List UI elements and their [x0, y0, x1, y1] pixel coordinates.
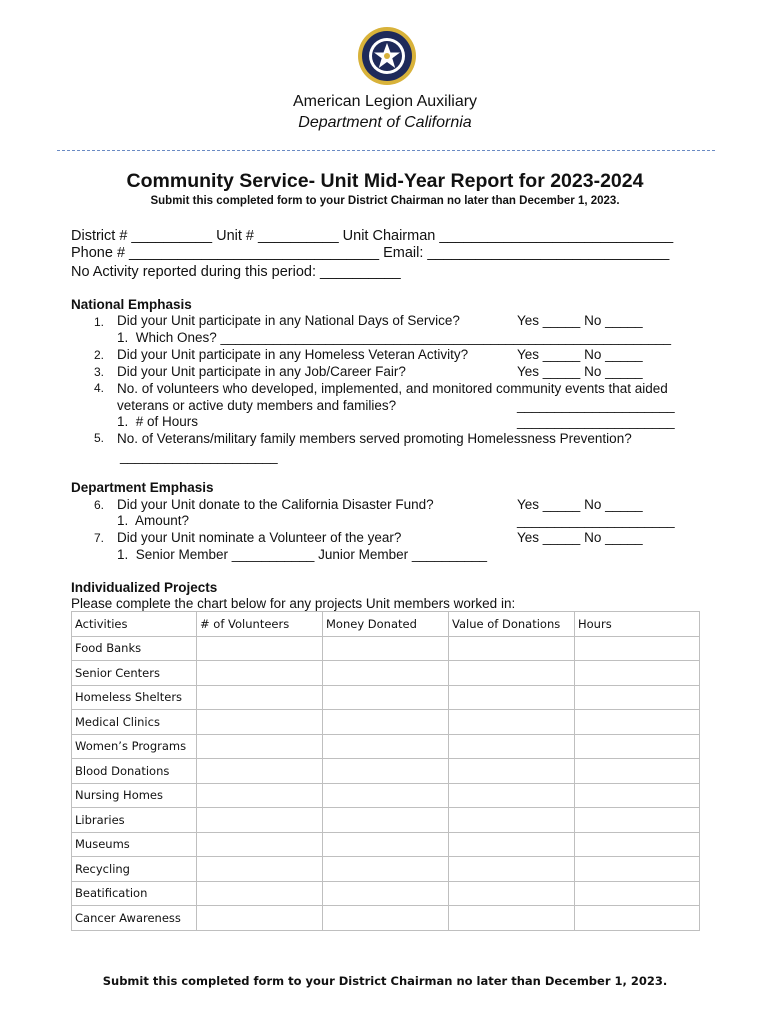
q6-amount-blank[interactable]: _____________________	[517, 513, 675, 528]
activity-label: Blood Donations	[72, 759, 197, 784]
entry-cell[interactable]	[449, 661, 575, 686]
table-row	[72, 857, 700, 882]
projects-instructions: Please complete the chart below for any projects Unit members worked in:	[71, 596, 516, 611]
entry-cell[interactable]	[575, 710, 700, 735]
entry-cell[interactable]	[197, 636, 323, 661]
activity-label: Medical Clinics	[72, 710, 197, 735]
entry-cell[interactable]	[323, 881, 449, 906]
american-legion-auxiliary-emblem-icon	[357, 26, 417, 86]
q7-yes-no[interactable]: Yes _____ No _____	[517, 530, 643, 545]
entry-cell[interactable]	[575, 783, 700, 808]
table-row	[72, 881, 700, 906]
entry-cell[interactable]	[575, 857, 700, 882]
table-row	[72, 685, 700, 710]
q3-number: 3.	[93, 365, 104, 379]
q4-text: No. of volunteers who developed, implemented, and monitored community events that aided	[117, 381, 668, 396]
organization-name: American Legion Auxiliary	[292, 93, 478, 110]
q4-blank[interactable]: _____________________	[517, 398, 675, 413]
entry-cell[interactable]	[323, 906, 449, 931]
entry-cell[interactable]	[197, 661, 323, 686]
entry-cell[interactable]	[449, 906, 575, 931]
q4-hours-label: 1. # of Hours	[117, 414, 199, 429]
table-row	[72, 759, 700, 784]
q6-amount-label: 1. Amount?	[117, 513, 190, 528]
entry-cell[interactable]	[323, 808, 449, 833]
q6-text: Did your Unit donate to the California Disaster Fund?	[117, 497, 434, 512]
entry-cell[interactable]	[575, 685, 700, 710]
footer-submission-notice: Submit this completed form to your District Chairman no later than December 1, 2023.	[102, 974, 668, 988]
phone-email-fields[interactable]: Phone # _______________________________ Email: ______________________________	[71, 245, 670, 261]
column-header: Value of Donations	[449, 612, 575, 637]
q5-text: No. of Veterans/military family members served promoting Homelessness Prevention?	[117, 431, 632, 446]
q1-which-ones[interactable]: 1. Which Ones? ____________________________________________________________	[117, 330, 672, 345]
q6-number: 6.	[93, 498, 104, 512]
entry-cell[interactable]	[197, 734, 323, 759]
entry-cell[interactable]	[197, 881, 323, 906]
q3-text: Did your Unit participate in any Job/Career Fair?	[117, 364, 406, 379]
q1-yes-no[interactable]: Yes _____ No _____	[517, 313, 643, 328]
table-row	[72, 734, 700, 759]
entry-cell[interactable]	[575, 906, 700, 931]
entry-cell[interactable]	[323, 857, 449, 882]
activity-label: Women’s Programs	[72, 734, 197, 759]
entry-cell[interactable]	[575, 832, 700, 857]
entry-cell[interactable]	[449, 685, 575, 710]
column-header: Money Donated	[323, 612, 449, 637]
q1-text: Did your Unit participate in any National Days of Service?	[117, 313, 460, 328]
entry-cell[interactable]	[449, 808, 575, 833]
q4-number: 4.	[93, 381, 104, 395]
projects-table	[71, 611, 700, 931]
entry-cell[interactable]	[575, 881, 700, 906]
table-header-row	[72, 612, 700, 637]
q1-number: 1.	[93, 315, 104, 329]
entry-cell[interactable]	[575, 759, 700, 784]
q7-number: 7.	[93, 531, 104, 545]
activity-label: Cancer Awareness	[72, 906, 197, 931]
entry-cell[interactable]	[575, 808, 700, 833]
department-name: Department of California	[298, 114, 472, 131]
table-row	[72, 832, 700, 857]
q3-yes-no[interactable]: Yes _____ No _____	[517, 364, 643, 379]
q7-text: Did your Unit nominate a Volunteer of the year?	[117, 530, 402, 545]
entry-cell[interactable]	[449, 734, 575, 759]
activity-label: Food Banks	[72, 636, 197, 661]
table-row	[72, 906, 700, 931]
activity-label: Senior Centers	[72, 661, 197, 686]
column-header: Activities	[72, 612, 197, 637]
q2-text: Did your Unit participate in any Homeless Veteran Activity?	[117, 347, 469, 362]
q6-yes-no[interactable]: Yes _____ No _____	[517, 497, 643, 512]
entry-cell[interactable]	[323, 661, 449, 686]
page-title: Community Service- Unit Mid-Year Report for 2023-2024	[126, 170, 644, 192]
national-emphasis-heading: National Emphasis	[71, 297, 192, 312]
entry-cell[interactable]	[449, 636, 575, 661]
submission-notice: Submit this completed form to your District Chairman no later than December 1, 2023.	[150, 195, 620, 207]
q5-number: 5.	[93, 431, 104, 445]
table-row	[72, 783, 700, 808]
header-divider	[57, 150, 715, 151]
entry-cell[interactable]	[575, 734, 700, 759]
activity-label: Libraries	[72, 808, 197, 833]
entry-cell[interactable]	[197, 783, 323, 808]
activity-label: Homeless Shelters	[72, 685, 197, 710]
entry-cell[interactable]	[197, 759, 323, 784]
table-row	[72, 808, 700, 833]
q2-yes-no[interactable]: Yes _____ No _____	[517, 347, 643, 362]
entry-cell[interactable]	[449, 759, 575, 784]
entry-cell[interactable]	[323, 783, 449, 808]
q2-number: 2.	[93, 348, 104, 362]
q4-hours-blank[interactable]: _____________________	[517, 414, 675, 429]
column-header: Hours	[575, 612, 700, 637]
entry-cell[interactable]	[323, 685, 449, 710]
table-row	[72, 636, 700, 661]
individualized-projects-heading: Individualized Projects	[71, 580, 218, 595]
activity-label: Museums	[72, 832, 197, 857]
entry-cell[interactable]	[323, 636, 449, 661]
entry-cell[interactable]	[449, 832, 575, 857]
no-activity-field[interactable]: No Activity reported during this period: __________	[71, 264, 401, 280]
column-header: # of Volunteers	[197, 612, 323, 637]
entry-cell[interactable]	[323, 832, 449, 857]
activity-label: Beatification	[72, 881, 197, 906]
activity-label: Recycling	[72, 857, 197, 882]
entry-cell[interactable]	[323, 759, 449, 784]
entry-cell[interactable]	[197, 685, 323, 710]
entry-cell[interactable]	[449, 857, 575, 882]
table-row	[72, 661, 700, 686]
activity-label: Nursing Homes	[72, 783, 197, 808]
entry-cell[interactable]	[197, 808, 323, 833]
entry-cell[interactable]	[197, 710, 323, 735]
q5-blank[interactable]: _____________________	[120, 449, 278, 464]
entry-cell[interactable]	[575, 661, 700, 686]
table-row	[72, 710, 700, 735]
district-unit-chairman-fields[interactable]: District # __________ Unit # __________ Unit Chairman _____________________________	[71, 228, 674, 244]
entry-cell[interactable]	[197, 906, 323, 931]
entry-cell[interactable]	[449, 881, 575, 906]
department-emphasis-heading: Department Emphasis	[71, 480, 214, 495]
entry-cell[interactable]	[449, 783, 575, 808]
entry-cell[interactable]	[449, 710, 575, 735]
entry-cell[interactable]	[323, 734, 449, 759]
entry-cell[interactable]	[575, 636, 700, 661]
q7-member-fields[interactable]: 1. Senior Member ___________ Junior Member __________	[117, 547, 487, 562]
entry-cell[interactable]	[323, 710, 449, 735]
entry-cell[interactable]	[197, 832, 323, 857]
entry-cell[interactable]	[197, 857, 323, 882]
q4-text-continued: veterans or active duty members and families?	[117, 398, 397, 413]
